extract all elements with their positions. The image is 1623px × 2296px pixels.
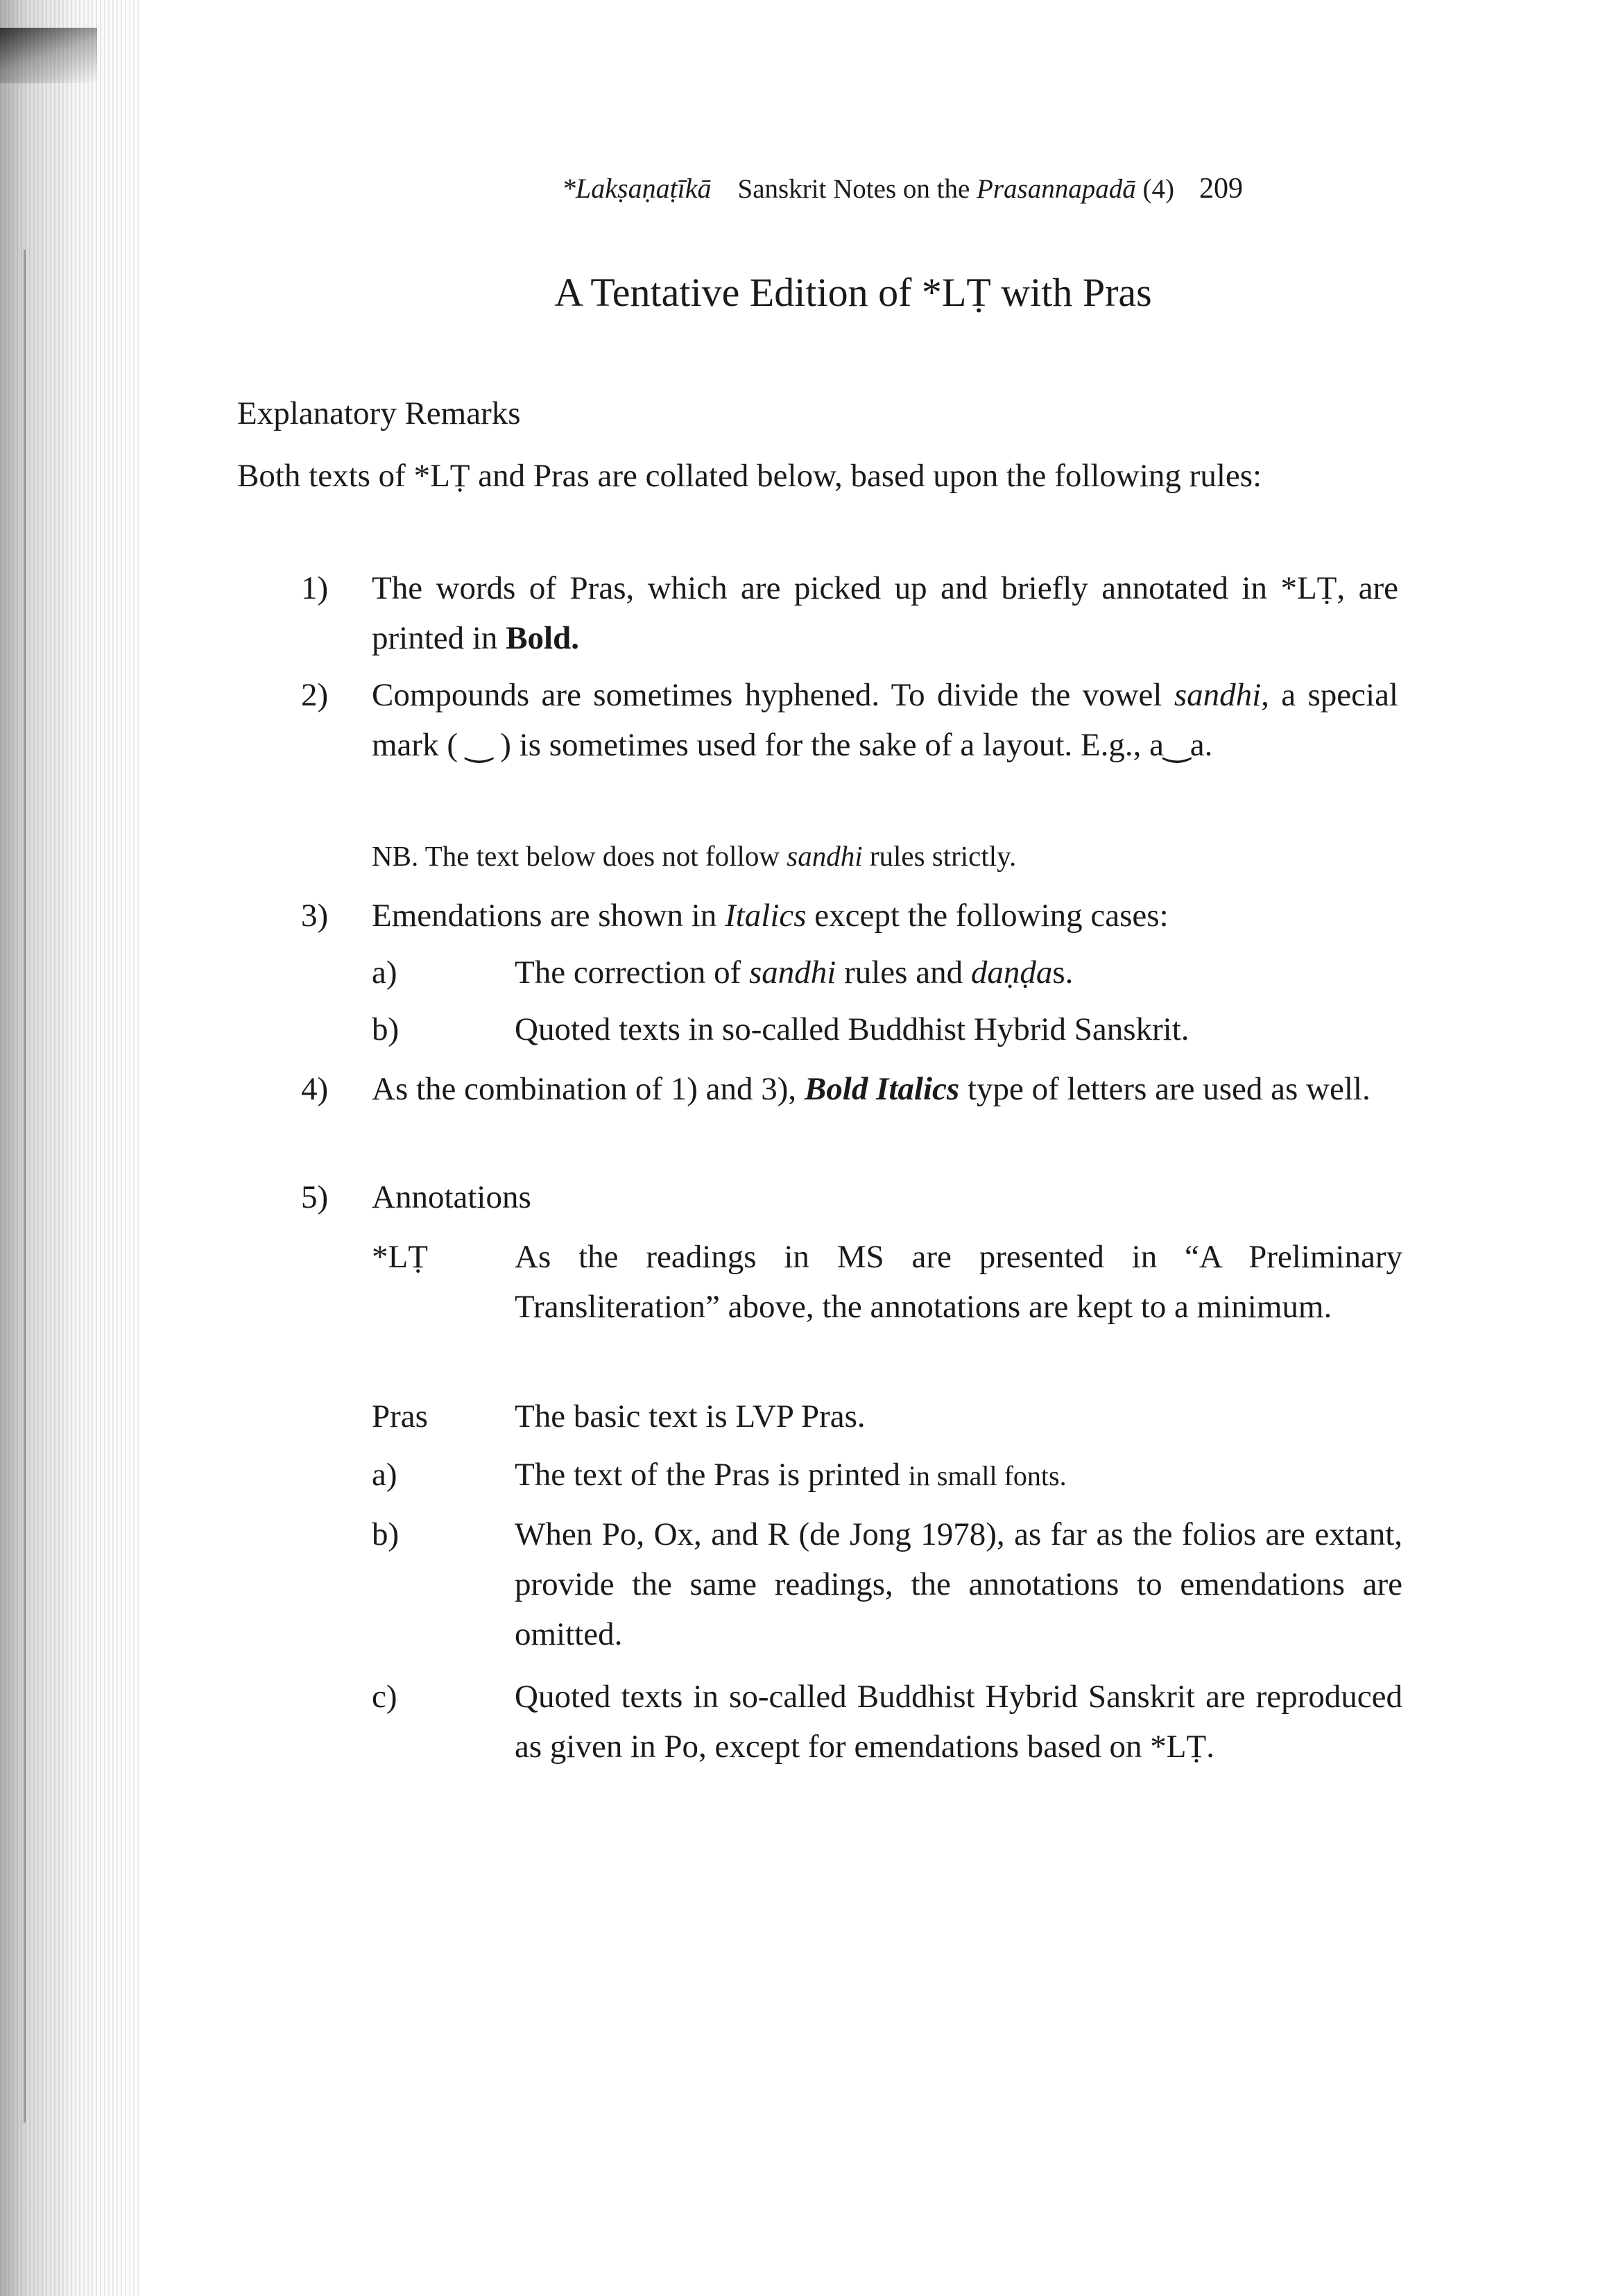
rule-4-bold-italic: Bold Italics <box>804 1071 960 1107</box>
rule-4-body-a: As the combination of 1) and 3), <box>372 1071 805 1107</box>
gutter-edge-line <box>24 250 26 2123</box>
page-number: 209 <box>1199 173 1243 205</box>
rule-5-text: Annotations <box>372 1179 531 1215</box>
rule-3a-italic-b: daṇḍa <box>970 954 1053 991</box>
rule-2-body-b: , a special mark ( ‿ ) is sometimes used for the sake of a layout. E.g., a‿a. <box>372 677 1398 763</box>
section-heading: Explanatory Remarks <box>237 395 521 431</box>
annotation-a-label: a) <box>372 1457 397 1493</box>
annotation-c-text: Quoted texts in so-called Buddhist Hybrid Sanskrit are reproduced as given in Po, except for emendations based on *LṬ. <box>515 1679 1402 1765</box>
rule-2-number: 2) <box>301 677 329 713</box>
rule-3b-text: Quoted texts in so-called Buddhist Hybrid Sanskrit. <box>515 1011 1190 1047</box>
running-head <box>562 172 1422 205</box>
running-head-italic-title: *Lakṣaṇaṭīkā <box>562 173 712 204</box>
nb-note <box>372 835 1016 877</box>
running-head-text: Sanskrit Notes on the <box>737 174 977 204</box>
rule-3-number: 3) <box>301 898 329 934</box>
scan-corner-shadow <box>0 28 97 83</box>
annotation-b-text: When Po, Ox, and R (de Jong 1978), as far as the folios are extant, provide the same readings, the annotations to emendations are omitted. <box>515 1516 1402 1652</box>
page-title: A Tentative Edition of *LṬ with Pras <box>554 270 1152 315</box>
annotation-c-label: c) <box>372 1679 397 1715</box>
nb-italic: sandhi <box>787 840 863 872</box>
rule-4-text <box>372 1064 1398 1114</box>
rule-4-body-b: type of letters are used as well. <box>959 1071 1371 1107</box>
nb-body-a: NB. The text below does not follow <box>372 840 787 872</box>
intro-paragraph: Both texts of *LṬ and Pras are collated below, based upon the following rules: <box>237 458 1262 494</box>
annotation-a-text <box>515 1450 1402 1501</box>
nb-body-b: rules strictly. <box>862 840 1017 872</box>
rule-3a-body-b: rules and <box>836 954 971 991</box>
rule-3a-label: a) <box>372 954 397 991</box>
rule-4-number: 4) <box>301 1071 329 1107</box>
rule-1-number: 1) <box>301 570 329 606</box>
running-head-part: (4) <box>1135 174 1174 204</box>
rule-3-body-a: Emendations are shown in <box>372 898 725 934</box>
rule-2-text <box>372 670 1398 770</box>
rule-2-italic: sandhi <box>1174 677 1262 713</box>
annotation-lt-label: *LṬ <box>372 1239 428 1275</box>
running-head-work: Prasannapadā <box>977 174 1136 204</box>
rule-3-body-b: except the following cases: <box>806 898 1169 934</box>
rule-3a-italic-a: sandhi <box>748 954 836 991</box>
rule-3a-body-a: The correction of <box>515 954 749 991</box>
rule-3b-label: b) <box>372 1011 400 1047</box>
scanned-page-gutter-shadow <box>0 0 139 2296</box>
rule-3-text <box>372 891 1398 941</box>
annotation-pras-text: The basic text is LVP Pras. <box>515 1398 866 1434</box>
rule-3a-body-c: s. <box>1052 954 1074 991</box>
rule-1-body: The words of Pras, which are picked up and briefly annotated in *LṬ, are printed in <box>372 570 1398 656</box>
rule-3-italic: Italics <box>725 898 807 934</box>
annotation-a-small: in small fonts. <box>908 1460 1067 1491</box>
rule-1-text <box>372 563 1398 663</box>
rule-3a-text <box>515 948 1402 997</box>
annotation-lt-text: As the readings in MS are presented in “A Preliminary Transliteration” above, the annotations are kept to a minimum. <box>515 1239 1402 1325</box>
rule-1-bold: Bold. <box>506 620 579 656</box>
annotation-a-body: The text of the Pras is printed <box>515 1457 909 1493</box>
rule-2-body-a: Compounds are sometimes hyphened. To divide the vowel <box>372 677 1174 713</box>
annotation-pras-label: Pras <box>372 1398 428 1434</box>
annotation-b-label: b) <box>372 1516 400 1552</box>
rule-5-number: 5) <box>301 1179 329 1215</box>
